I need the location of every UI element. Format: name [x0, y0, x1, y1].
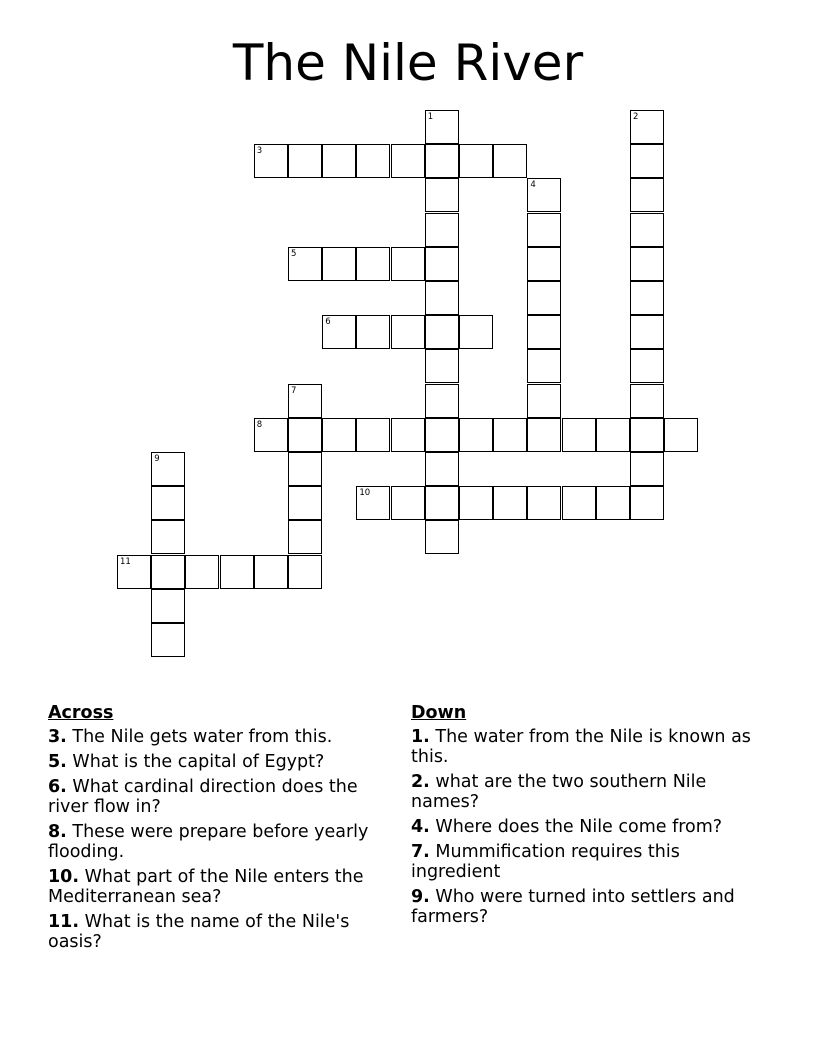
grid-cell[interactable] — [493, 418, 527, 452]
grid-cell[interactable] — [322, 315, 356, 349]
grid-cell[interactable] — [322, 418, 356, 452]
grid-cell[interactable] — [425, 349, 459, 383]
grid-cell[interactable] — [288, 555, 322, 589]
grid-cell[interactable] — [322, 144, 356, 178]
grid-cell[interactable] — [664, 418, 698, 452]
grid-cell[interactable] — [630, 486, 664, 520]
grid-cell[interactable] — [151, 486, 185, 520]
grid-cell[interactable] — [459, 418, 493, 452]
cell-number: 5 — [291, 248, 297, 259]
grid-cell[interactable] — [630, 452, 664, 486]
grid-cell[interactable] — [630, 384, 664, 418]
grid-cell[interactable] — [254, 144, 288, 178]
grid-cell[interactable] — [527, 486, 561, 520]
grid-cell[interactable] — [151, 555, 185, 589]
grid-cell[interactable] — [425, 144, 459, 178]
grid-cell[interactable] — [630, 281, 664, 315]
grid-cell[interactable] — [356, 144, 390, 178]
grid-cell[interactable] — [356, 247, 390, 281]
across-clues — [48, 702, 398, 957]
grid-cell[interactable] — [425, 315, 459, 349]
grid-cell[interactable] — [596, 418, 630, 452]
grid-cell[interactable] — [425, 486, 459, 520]
grid-cell[interactable] — [288, 486, 322, 520]
across-clue-6: 6. What cardinal direction does the river flow in? — [48, 777, 358, 817]
down-clue-4: 4. Where does the Nile come from? — [411, 817, 723, 837]
grid-cell[interactable] — [288, 418, 322, 452]
grid-cell[interactable] — [459, 144, 493, 178]
cell-number: 4 — [530, 180, 536, 191]
cell-number: 6 — [325, 317, 331, 328]
grid-cell[interactable] — [185, 555, 219, 589]
grid-cell[interactable] — [425, 110, 459, 144]
down-heading: Down — [411, 703, 467, 723]
grid-cell[interactable] — [630, 178, 664, 212]
grid-cell[interactable] — [425, 418, 459, 452]
grid-cell[interactable] — [527, 418, 561, 452]
grid-cell[interactable] — [493, 486, 527, 520]
cell-number: 9 — [154, 454, 160, 464]
across-clue-10: 10. What part of the Nile enters the Mediterranean sea? — [48, 867, 364, 907]
grid-cell[interactable] — [220, 555, 254, 589]
grid-cell[interactable] — [356, 486, 390, 520]
across-clue-5: 5. What is the capital of Egypt? — [48, 752, 325, 772]
cell-number: 7 — [291, 385, 297, 396]
cell-number: 8 — [256, 419, 263, 430]
across-clue-3: 3. The Nile gets water from this. — [48, 727, 333, 747]
grid-cell[interactable] — [288, 520, 322, 554]
grid-cell[interactable] — [425, 281, 459, 315]
grid-cell[interactable] — [288, 384, 322, 418]
grid-cell[interactable] — [391, 315, 425, 349]
puzzle-title: The Nile River — [232, 34, 584, 92]
grid-cell[interactable] — [425, 384, 459, 418]
grid-cell[interactable] — [527, 178, 561, 212]
grid-cell[interactable] — [425, 178, 459, 212]
grid-cell[interactable] — [151, 520, 185, 554]
grid-cell[interactable] — [151, 452, 185, 486]
grid-cell[interactable] — [630, 247, 664, 281]
down-clue-9: 9. Who were turned into settlers and farmers? — [411, 887, 735, 927]
grid-cell[interactable] — [425, 213, 459, 247]
grid-cell[interactable] — [425, 247, 459, 281]
grid-cell[interactable] — [254, 555, 288, 589]
grid-cell[interactable] — [527, 213, 561, 247]
grid-cell[interactable] — [254, 418, 288, 452]
grid-cell[interactable] — [117, 555, 151, 589]
grid-cell[interactable] — [391, 144, 425, 178]
cell-number: 1 — [427, 112, 434, 122]
grid-cell[interactable] — [459, 486, 493, 520]
down-clue-2: 2. what are the two southern Nile names? — [411, 772, 707, 812]
grid-cell[interactable] — [527, 315, 561, 349]
grid-cell[interactable] — [356, 418, 390, 452]
grid-cell[interactable] — [391, 418, 425, 452]
grid-cell[interactable] — [151, 623, 185, 657]
grid-cell[interactable] — [288, 247, 322, 281]
down-clue-7: 7. Mummification requires this ingredient — [411, 842, 680, 882]
grid-cell[interactable] — [459, 315, 493, 349]
grid-cell[interactable] — [630, 418, 664, 452]
grid-cell[interactable] — [493, 144, 527, 178]
across-heading: Across — [48, 703, 114, 723]
grid-cell[interactable] — [596, 486, 630, 520]
cell-number: 11 — [120, 556, 131, 567]
grid-cell[interactable] — [562, 418, 596, 452]
grid-cell[interactable] — [630, 144, 664, 178]
grid-cell[interactable] — [288, 452, 322, 486]
grid-cell[interactable] — [425, 520, 459, 554]
grid-cell[interactable] — [630, 213, 664, 247]
down-clues — [411, 702, 756, 932]
grid-cell[interactable] — [425, 452, 459, 486]
grid-cell[interactable] — [630, 315, 664, 349]
across-clue-11: 11. What is the name of the Nile's oasis? — [48, 912, 350, 952]
grid-cell[interactable] — [527, 384, 561, 418]
grid-cell[interactable] — [356, 315, 390, 349]
grid-cell[interactable] — [630, 110, 664, 144]
grid-cell[interactable] — [562, 486, 596, 520]
grid-cell[interactable] — [391, 486, 425, 520]
grid-cell[interactable] — [630, 349, 664, 383]
across-clue-8: 8. These were prepare before yearly flooding. — [48, 822, 369, 862]
grid-cell[interactable] — [527, 247, 561, 281]
grid-cell[interactable] — [527, 281, 561, 315]
cell-number: 10 — [359, 488, 371, 499]
down-clue-1: 1. The water from the Nile is known as this. — [411, 727, 751, 767]
grid-cell[interactable] — [288, 144, 322, 178]
grid-cell[interactable] — [527, 349, 561, 383]
grid-cell[interactable] — [322, 247, 356, 281]
cell-number: 2 — [633, 112, 639, 122]
grid-cell[interactable] — [151, 589, 185, 623]
grid-cell[interactable] — [391, 247, 425, 281]
cell-number: 3 — [256, 146, 263, 157]
